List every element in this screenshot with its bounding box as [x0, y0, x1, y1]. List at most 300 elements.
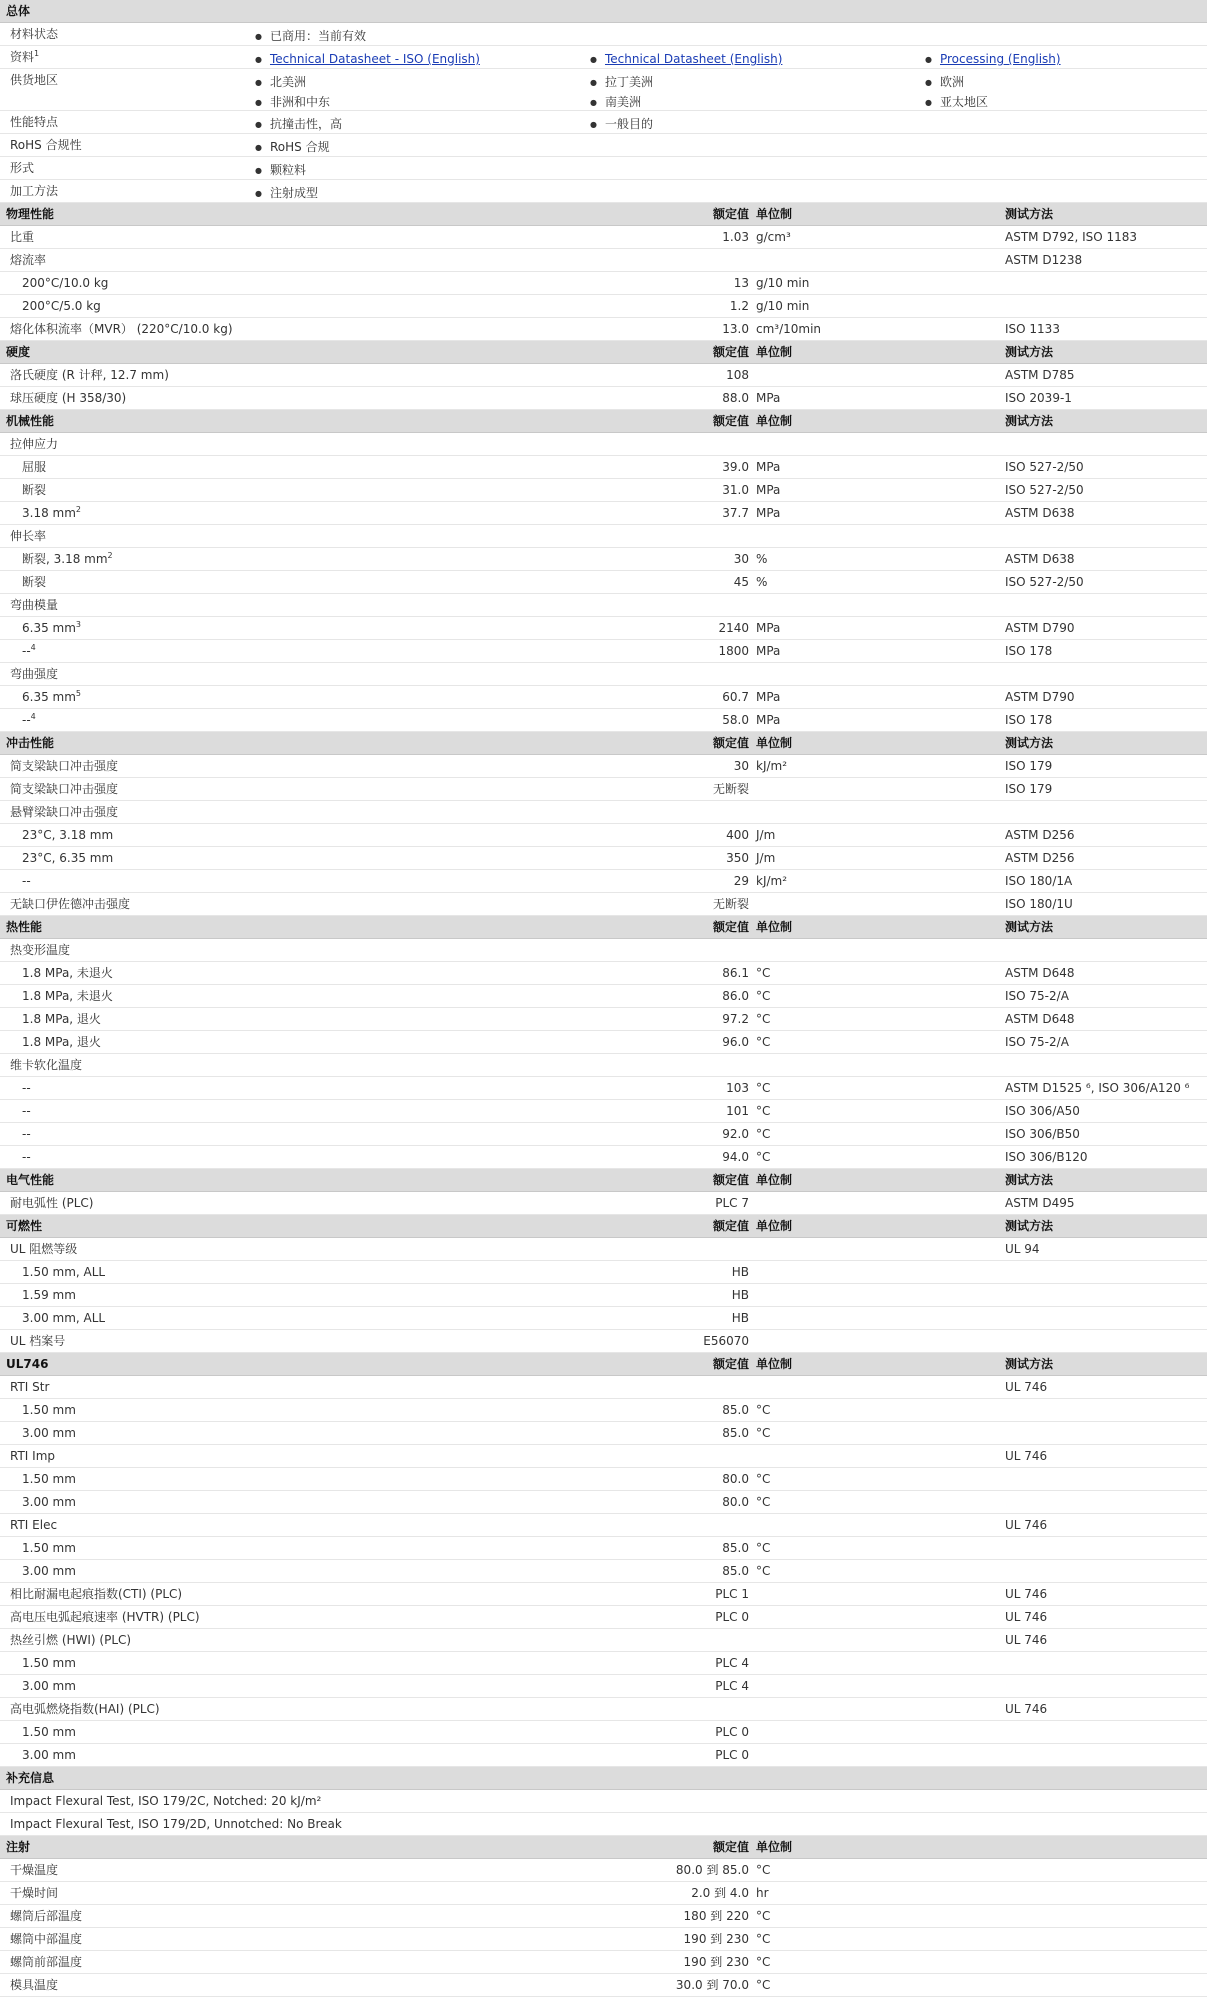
property-label: 1.59 mm [22, 1288, 76, 1302]
property-label: 弯曲模量 [10, 598, 59, 612]
unit-value: MPa [756, 713, 781, 727]
property-label: 3.00 mm [22, 1679, 76, 1693]
section-header-general [0, 0, 1207, 23]
column-nominal: 额定值 [712, 920, 749, 934]
unit-value: °C [756, 1426, 771, 1440]
doc-list-1 [255, 50, 480, 70]
test-method: ASTM D495 [1005, 1196, 1075, 1210]
test-method: ISO 2039-1 [1005, 391, 1072, 405]
table-row [0, 1790, 1207, 1813]
property-label: 3.00 mm [22, 1564, 76, 1578]
nominal-value: PLC 0 [715, 1748, 749, 1762]
property-label: 屈服 [22, 460, 47, 474]
test-method: ASTM D1525 ⁶, ISO 306/A120 ⁶ [1005, 1081, 1190, 1095]
doc-link-processing[interactable]: Processing (English) [939, 52, 1061, 66]
nominal-value: 1.2 [729, 299, 749, 313]
property-label: 6.35 $mm^3$ [22, 620, 82, 635]
region-list-1 [255, 73, 330, 113]
section-header [0, 916, 1207, 939]
test-method: UL 746 [1005, 1610, 1048, 1624]
section-header [0, 203, 1207, 226]
nominal-value: PLC 0 [715, 1725, 749, 1739]
unit-value: MPa [756, 460, 781, 474]
property-label: 1.50 mm, ALL [22, 1265, 106, 1279]
table-row [0, 1238, 1207, 1261]
table-row [0, 663, 1207, 686]
table-row [0, 1675, 1207, 1698]
unit-value: °C [756, 1104, 771, 1118]
column-nominal: 额定值 [712, 736, 749, 750]
row-label: RoHS 合规性 [10, 138, 82, 152]
nominal-value: 2140 [718, 621, 749, 635]
column-unit: 单位制 [756, 920, 793, 934]
unit-value: % [756, 575, 768, 589]
doc-list-3 [925, 50, 1061, 70]
property-label: 1.50 mm [22, 1403, 76, 1417]
table-row [0, 1192, 1207, 1215]
row-features [0, 111, 1207, 134]
nominal-value: HB [731, 1288, 749, 1302]
section-header [0, 1767, 1207, 1790]
unit-value: MPa [756, 506, 781, 520]
property-label: 3.00 mm [22, 1748, 76, 1762]
nominal-value: 80.0 [722, 1472, 749, 1486]
table-row [0, 824, 1207, 847]
property-label: 1.50 mm [22, 1472, 76, 1486]
test-method: ISO 180/1A [1005, 874, 1073, 888]
table-row [0, 387, 1207, 410]
test-method: UL 746 [1005, 1449, 1048, 1463]
nominal-value: 180 到 220 [683, 1909, 749, 1923]
property-label: 1.50 mm [22, 1725, 76, 1739]
table-row [0, 1951, 1207, 1974]
list-item: ● 南美洲 [590, 93, 653, 113]
column-unit: 单位制 [756, 414, 793, 428]
unit-value: °C [756, 1955, 771, 1969]
section-title: UL746 [6, 1357, 49, 1371]
table-row [0, 801, 1207, 824]
column-test-method: 测试方法 [1005, 207, 1054, 221]
nominal-value: 97.2 [722, 1012, 749, 1026]
rohs-list [255, 138, 330, 158]
column-nominal: 额定值 [712, 1840, 749, 1854]
unit-value: g/10 min [756, 276, 810, 290]
property-label: 简支梁缺口冲击强度 [10, 759, 119, 773]
nominal-value: 103 [726, 1081, 749, 1095]
nominal-value: PLC 7 [715, 1196, 749, 1210]
list-item: ● 注射成型 [255, 184, 318, 204]
section-title: 硬度 [6, 345, 31, 359]
list-item: ● RoHS 合规 [255, 138, 330, 158]
property-label: 熔化体积流率（MVR） (220°C/10.0 kg) [10, 322, 233, 336]
test-method: UL 746 [1005, 1380, 1048, 1394]
unit-value: kJ/m² [756, 874, 788, 888]
property-label: 1.8 MPa, 退火 [22, 1012, 101, 1026]
test-method: ASTM D1238 [1005, 253, 1083, 267]
property-label: 热变形温度 [10, 943, 71, 957]
section-header [0, 1836, 1207, 1859]
form-list [255, 161, 306, 181]
section-title: 机械性能 [6, 414, 55, 428]
property-label: 简支梁缺口冲击强度 [10, 782, 119, 796]
column-unit: 单位制 [756, 1173, 793, 1187]
nominal-value: 85.0 [722, 1403, 749, 1417]
list-item: ● 已商用：当前有效 [255, 27, 366, 47]
table-row [0, 456, 1207, 479]
table-row [0, 1284, 1207, 1307]
nominal-value: 60.7 [722, 690, 749, 704]
nominal-value: 85.0 [722, 1426, 749, 1440]
unit-value: J/m [756, 828, 776, 842]
property-label: --$^4$ [22, 643, 36, 658]
property-label: 1.8 MPa, 未退火 [22, 989, 113, 1003]
table-row [0, 1859, 1207, 1882]
property-label: 洛氏硬度 (R 计秤, 12.7 mm) [10, 368, 169, 382]
nominal-value: PLC 4 [715, 1679, 749, 1693]
test-method: ASTM D256 [1005, 828, 1075, 842]
property-label: UL 档案号 [10, 1334, 66, 1348]
nominal-value: 31.0 [722, 483, 749, 497]
nominal-value: 39.0 [722, 460, 749, 474]
property-label: 干燥温度 [10, 1863, 59, 1877]
property-label: 伸长率 [10, 529, 47, 543]
property-label: 断裂 [22, 483, 47, 497]
doc-link-technical[interactable]: Technical Datasheet (English) [604, 52, 783, 66]
unit-value: cm³/10min [756, 322, 822, 336]
property-label: 维卡软化温度 [10, 1058, 83, 1072]
unit-value: MPa [756, 644, 781, 658]
nominal-value: 无断裂 [712, 782, 749, 796]
unit-value: hr [756, 1886, 769, 1900]
property-label: 悬臂梁缺口冲击强度 [10, 805, 119, 819]
property-label: 无缺口伊佐德冲击强度 [10, 897, 131, 911]
test-method: ISO 178 [1005, 713, 1053, 727]
table-row [0, 502, 1207, 525]
material-status-list [255, 27, 366, 47]
table-row [0, 847, 1207, 870]
table-row [0, 1330, 1207, 1353]
table-row [0, 1307, 1207, 1330]
nominal-value: 29 [733, 874, 749, 888]
row-regions [0, 69, 1207, 111]
test-method: ISO 179 [1005, 759, 1053, 773]
table-row [0, 525, 1207, 548]
nominal-value: 无断裂 [712, 897, 749, 911]
column-unit: 单位制 [756, 1219, 793, 1233]
column-test-method: 测试方法 [1005, 345, 1054, 359]
property-label: 高电压电弧起痕速率 (HVTR) (PLC) [10, 1610, 200, 1624]
table-row [0, 617, 1207, 640]
table-row [0, 1514, 1207, 1537]
table-row [0, 433, 1207, 456]
section-title: 冲击性能 [6, 736, 55, 750]
property-sections [0, 203, 1207, 1997]
column-test-method: 测试方法 [1005, 1219, 1054, 1233]
doc-link-iso[interactable]: Technical Datasheet - ISO (English) [269, 52, 480, 66]
test-method: ISO 1133 [1005, 322, 1060, 336]
unit-value: °C [756, 1403, 771, 1417]
list-item: ● 抗撞击性，高 [255, 115, 342, 135]
unit-value: °C [756, 1012, 771, 1026]
property-label: 23°C, 3.18 mm [22, 828, 114, 842]
table-row [0, 686, 1207, 709]
property-label: 熔流率 [10, 253, 47, 267]
row-label: 性能特点 [10, 115, 59, 129]
column-unit: 单位制 [756, 207, 793, 221]
table-row [0, 1445, 1207, 1468]
property-label: 200°C/5.0 kg [22, 299, 101, 313]
column-unit: 单位制 [756, 736, 793, 750]
property-label: 断裂 [22, 575, 47, 589]
table-row [0, 1560, 1207, 1583]
nominal-value: 85.0 [722, 1541, 749, 1555]
section-title: 注射 [6, 1840, 31, 1854]
unit-value: °C [756, 1978, 771, 1992]
test-method: ASTM D256 [1005, 851, 1075, 865]
table-row [0, 1882, 1207, 1905]
unit-value: °C [756, 1127, 771, 1141]
nominal-value: HB [731, 1311, 749, 1325]
row-documents [0, 46, 1207, 69]
unit-value: MPa [756, 391, 781, 405]
property-label: 热丝引燃 (HWI) (PLC) [10, 1633, 132, 1647]
property-label: -- [22, 1150, 31, 1164]
unit-value: g/10 min [756, 299, 810, 313]
unit-value: °C [756, 1564, 771, 1578]
test-method: UL 746 [1005, 1702, 1048, 1716]
nominal-value: 58.0 [722, 713, 749, 727]
list-item: ● 亚太地区 [925, 93, 988, 113]
property-label: 断裂, 3.18 $mm^2$ [22, 551, 113, 566]
table-row [0, 364, 1207, 387]
feature-list-2 [590, 115, 653, 135]
test-method: ASTM D638 [1005, 506, 1075, 520]
property-label: 螺筒后部温度 [10, 1909, 83, 1923]
table-row [0, 1698, 1207, 1721]
list-item: ● 欧洲 [925, 73, 988, 93]
property-label: 高电弧燃烧指数(HAI) (PLC) [10, 1702, 160, 1716]
unit-value: kJ/m² [756, 759, 788, 773]
list-item: ● 北美洲 [255, 73, 330, 93]
column-nominal: 额定值 [712, 1219, 749, 1233]
table-row [0, 1652, 1207, 1675]
column-nominal: 额定值 [712, 1173, 749, 1187]
test-method: ISO 527-2/50 [1005, 460, 1084, 474]
test-method: ASTM D792, ISO 1183 [1005, 230, 1138, 244]
table-row [0, 1100, 1207, 1123]
column-unit: 单位制 [756, 1357, 793, 1371]
property-label: 比重 [10, 230, 35, 244]
table-row [0, 1054, 1207, 1077]
table-row [0, 1468, 1207, 1491]
property-label: 相比耐漏电起痕指数(CTI) (PLC) [10, 1587, 183, 1601]
nominal-value: 2.0 到 4.0 [691, 1886, 749, 1900]
test-method: ISO 179 [1005, 782, 1053, 796]
table-row [0, 1008, 1207, 1031]
test-method: UL 746 [1005, 1518, 1048, 1532]
table-row [0, 1721, 1207, 1744]
property-label: 螺筒前部温度 [10, 1955, 83, 1969]
table-row [0, 1146, 1207, 1169]
test-method: ASTM D648 [1005, 966, 1075, 980]
row-label: 材料状态 [10, 27, 59, 41]
row-process [0, 180, 1207, 203]
list-item: ● 一般目的 [590, 115, 653, 135]
table-row [0, 594, 1207, 617]
property-label: 耐电弧性 (PLC) [10, 1196, 94, 1210]
table-row [0, 1031, 1207, 1054]
property-label: -- [22, 874, 31, 888]
property-label: 3.00 mm, ALL [22, 1311, 106, 1325]
property-label: 200°C/10.0 kg [22, 276, 109, 290]
unit-value: g/cm³ [756, 230, 791, 244]
nominal-value: 45 [733, 575, 749, 589]
test-method: ISO 180/1U [1005, 897, 1073, 911]
row-label: 加工方法 [10, 184, 59, 198]
table-row [0, 1123, 1207, 1146]
nominal-value: 94.0 [722, 1150, 749, 1164]
section-title: 热性能 [6, 920, 43, 934]
nominal-value: HB [731, 1265, 749, 1279]
section-title: 总体 [6, 4, 31, 18]
section-header [0, 1169, 1207, 1192]
test-method: ISO 527-2/50 [1005, 575, 1084, 589]
unit-value: MPa [756, 483, 781, 497]
list-item: ● 拉丁美洲 [590, 73, 653, 93]
nominal-value: 88.0 [722, 391, 749, 405]
nominal-value: 1.03 [722, 230, 749, 244]
nominal-value: 13 [733, 276, 749, 290]
property-label: RTI Imp [10, 1449, 55, 1463]
table-row [0, 778, 1207, 801]
section-header [0, 732, 1207, 755]
unit-value: °C [756, 1541, 771, 1555]
unit-value: MPa [756, 690, 781, 704]
unit-value: °C [756, 1035, 771, 1049]
unit-value: °C [756, 1495, 771, 1509]
doc-list-2 [590, 50, 782, 70]
nominal-value: 1800 [718, 644, 749, 658]
test-method: UL 746 [1005, 1587, 1048, 1601]
property-label: 3.00 mm [22, 1495, 76, 1509]
region-list-3 [925, 73, 988, 113]
unit-value: °C [756, 989, 771, 1003]
column-unit: 单位制 [756, 345, 793, 359]
test-method: ISO 527-2/50 [1005, 483, 1084, 497]
table-row [0, 755, 1207, 778]
property-label: 拉伸应力 [10, 437, 59, 451]
section-title: 电气性能 [6, 1173, 55, 1187]
nominal-value: 80.0 [722, 1495, 749, 1509]
test-method: ISO 178 [1005, 644, 1053, 658]
table-row [0, 571, 1207, 594]
column-test-method: 测试方法 [1005, 414, 1054, 428]
table-row [0, 893, 1207, 916]
nominal-value: 30.0 到 70.0 [675, 1978, 749, 1992]
table-row [0, 272, 1207, 295]
property-label: Impact Flexural Test, ISO 179/2C, Notched: 20 kJ/m² [10, 1794, 322, 1808]
nominal-value: PLC 1 [715, 1587, 749, 1601]
property-label: RTI Str [10, 1380, 50, 1394]
section-header [0, 410, 1207, 433]
unit-value: °C [756, 1863, 771, 1877]
property-label: 1.8 MPa, 未退火 [22, 966, 113, 980]
test-method: ASTM D648 [1005, 1012, 1075, 1026]
unit-value: °C [756, 1150, 771, 1164]
column-unit: 单位制 [756, 1840, 793, 1854]
property-label: 1.50 mm [22, 1656, 76, 1670]
table-row [0, 985, 1207, 1008]
section-header [0, 1215, 1207, 1238]
property-label: --$^4$ [22, 712, 36, 727]
nominal-value: PLC 0 [715, 1610, 749, 1624]
property-label: 3.18 $mm^2$ [22, 505, 82, 520]
feature-list-1 [255, 115, 342, 135]
column-test-method: 测试方法 [1005, 920, 1054, 934]
process-list [255, 184, 318, 204]
property-label: Impact Flexural Test, ISO 179/2D, Unnotched: No Break [10, 1817, 342, 1831]
section-header [0, 341, 1207, 364]
table-row [0, 1077, 1207, 1100]
nominal-value: 108 [726, 368, 749, 382]
section-header [0, 1353, 1207, 1376]
nominal-value: 13.0 [722, 322, 749, 336]
test-method: ASTM D638 [1005, 552, 1075, 566]
property-label: 1.50 mm [22, 1541, 76, 1555]
list-item: ● 颗粒料 [255, 161, 306, 181]
test-method: ASTM D790 [1005, 690, 1075, 704]
section-title: 物理性能 [6, 207, 55, 221]
property-label: 模具温度 [10, 1978, 59, 1992]
column-test-method: 测试方法 [1005, 736, 1054, 750]
column-test-method: 测试方法 [1005, 1173, 1054, 1187]
unit-value: % [756, 552, 768, 566]
nominal-value: 190 到 230 [683, 1955, 749, 1969]
property-label: 弯曲强度 [10, 667, 59, 681]
table-row [0, 548, 1207, 571]
table-row [0, 1928, 1207, 1951]
table-row [0, 1422, 1207, 1445]
column-nominal: 额定值 [712, 414, 749, 428]
table-row [0, 962, 1207, 985]
property-label: 螺筒中部温度 [10, 1932, 83, 1946]
table-row [0, 939, 1207, 962]
section-title: 可燃性 [6, 1219, 43, 1233]
nominal-value: 400 [726, 828, 749, 842]
nominal-value: 190 到 230 [683, 1932, 749, 1946]
list-item: ● 非洲和中东 [255, 93, 330, 113]
table-row [0, 1629, 1207, 1652]
nominal-value: 92.0 [722, 1127, 749, 1141]
test-method: ISO 306/A50 [1005, 1104, 1080, 1118]
table-row [0, 226, 1207, 249]
nominal-value: 30 [733, 759, 749, 773]
row-label: 资料$^1$ [10, 49, 40, 64]
nominal-value: 85.0 [722, 1564, 749, 1578]
column-nominal: 额定值 [712, 345, 749, 359]
column-nominal: 额定值 [712, 207, 749, 221]
row-label: 供货地区 [10, 73, 59, 87]
property-label: -- [22, 1081, 31, 1095]
property-label: UL 阻燃等级 [10, 1242, 78, 1256]
table-row [0, 1261, 1207, 1284]
column-test-method: 测试方法 [1005, 1357, 1054, 1371]
table-row [0, 1813, 1207, 1836]
nominal-value: 350 [726, 851, 749, 865]
unit-value: °C [756, 966, 771, 980]
property-label: 干燥时间 [10, 1886, 59, 1900]
table-row [0, 1399, 1207, 1422]
